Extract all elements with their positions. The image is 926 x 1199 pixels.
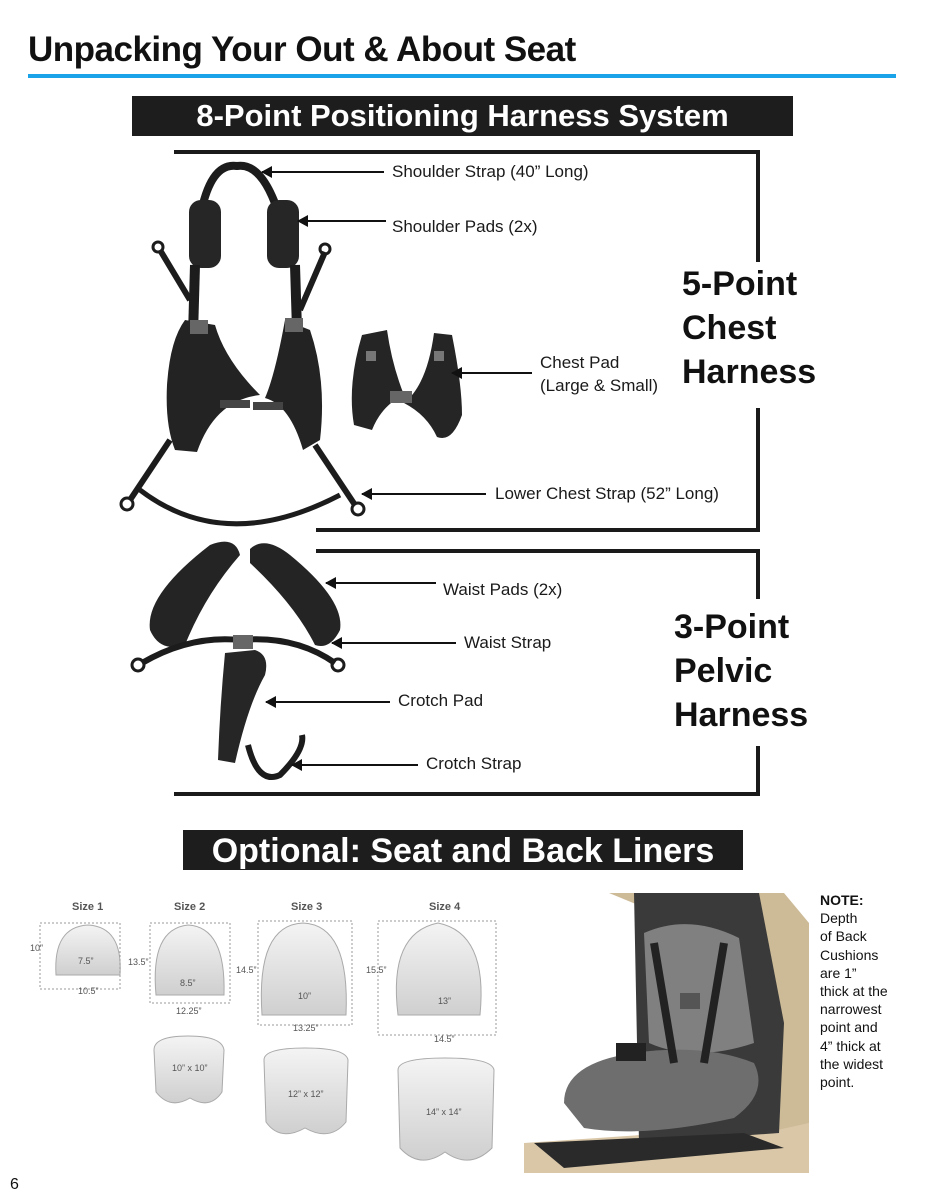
page-number: 6 <box>10 1176 19 1193</box>
note-line: point. <box>820 1074 855 1091</box>
shoulder-strap-label: Shoulder Strap (40” Long) <box>392 162 589 181</box>
note-line: of Back <box>820 928 867 945</box>
pelvic-heading-line-1: 3-Point <box>674 608 790 646</box>
waist-pads-arrow <box>326 582 436 584</box>
pelvic-bracket-top <box>316 549 760 553</box>
seat-liners-illustration <box>140 1030 520 1170</box>
crotch-strap-label: Crotch Strap <box>426 754 522 773</box>
size-2-height: 13.5” <box>128 957 149 967</box>
shoulder-pads-label: Shoulder Pads (2x) <box>392 217 538 236</box>
lower-chest-strap-label: Lower Chest Strap (52” Long) <box>495 484 719 503</box>
chest-bracket-top <box>174 150 760 154</box>
size-4-label: Size 4 <box>429 901 461 913</box>
seat-photo <box>524 893 809 1173</box>
crotch-pad-arrow <box>266 701 390 703</box>
chest-bracket-right-lower <box>756 408 760 532</box>
waist-pads-label: Waist Pads (2x) <box>443 580 563 599</box>
title-rule <box>28 74 896 78</box>
note-line: the widest <box>820 1055 884 1072</box>
note-line: thick at the <box>820 983 888 1000</box>
page-title: Unpacking Your Out & About Seat <box>28 30 576 69</box>
harness-banner: 8-Point Positioning Harness System <box>132 96 793 136</box>
pelvic-heading-line-3: Harness <box>674 696 809 734</box>
chest-bracket-right-upper <box>756 150 760 262</box>
size-4-seat-dim: 14” x 14” <box>426 1107 462 1117</box>
size-2-seat-dim: 10” x 10” <box>172 1063 208 1073</box>
note-line: are 1” <box>820 964 857 981</box>
size-4-top-width: 13” <box>438 996 452 1006</box>
size-2-bottom-width: 12.25” <box>176 1006 202 1016</box>
pelvic-bracket-bottom <box>174 792 760 796</box>
size-1-height: 10” <box>30 943 44 953</box>
note-line: 4” thick at <box>820 1037 881 1054</box>
note-line: Depth <box>820 910 858 927</box>
note-line: narrowest <box>820 1001 882 1018</box>
note-block <box>820 891 910 1091</box>
size-3-top-width: 10” <box>298 991 312 1001</box>
pelvic-harness-heading <box>674 605 808 737</box>
chest-heading-line-1: 5-Point <box>682 265 798 303</box>
chest-pad-illustration <box>342 325 472 445</box>
chest-bracket-bottom <box>316 528 760 532</box>
shoulder-strap-arrow <box>262 171 384 173</box>
liners-banner: Optional: Seat and Back Liners <box>183 830 743 870</box>
note-line: point and <box>820 1019 878 1036</box>
pelvic-bracket-right-upper <box>756 549 760 599</box>
back-liners-illustration <box>28 915 528 1045</box>
crotch-pad-label: Crotch Pad <box>398 691 484 710</box>
size-2-top-width: 8.5” <box>180 978 196 988</box>
pelvic-harness-illustration <box>130 535 350 785</box>
chest-pad-label-line2: (Large & Small) <box>540 376 659 395</box>
lower-chest-strap-arrow <box>362 493 486 495</box>
shoulder-pads-arrow <box>298 220 386 222</box>
size-2-label: Size 2 <box>174 901 206 913</box>
size-4-bottom-width: 14.5” <box>434 1034 455 1044</box>
chest-pad-label-line1: Chest Pad <box>540 353 620 372</box>
chest-heading-line-2: Chest <box>682 309 777 347</box>
note-line: Cushions <box>820 946 879 963</box>
size-3-bottom-width: 13.25” <box>293 1023 319 1033</box>
size-3-height: 14.5” <box>236 965 257 975</box>
chest-harness-illustration <box>115 160 375 540</box>
chest-pad-arrow <box>452 372 532 374</box>
size-1-label: Size 1 <box>72 901 104 913</box>
chest-harness-heading <box>682 262 816 394</box>
crotch-strap-arrow <box>292 764 418 766</box>
waist-strap-arrow <box>332 642 456 644</box>
waist-strap-label: Waist Strap <box>464 633 552 652</box>
pelvic-bracket-right-lower <box>756 746 760 796</box>
size-1-top-width: 7.5” <box>78 956 94 966</box>
note-heading: NOTE: <box>820 892 864 908</box>
pelvic-heading-line-2: Pelvic <box>674 652 773 690</box>
size-3-seat-dim: 12” x 12” <box>288 1089 324 1099</box>
size-1-bottom-width: 10.5” <box>78 986 99 996</box>
size-4-height: 15.5” <box>366 965 387 975</box>
chest-heading-line-3: Harness <box>682 353 817 391</box>
size-3-label: Size 3 <box>291 901 323 913</box>
